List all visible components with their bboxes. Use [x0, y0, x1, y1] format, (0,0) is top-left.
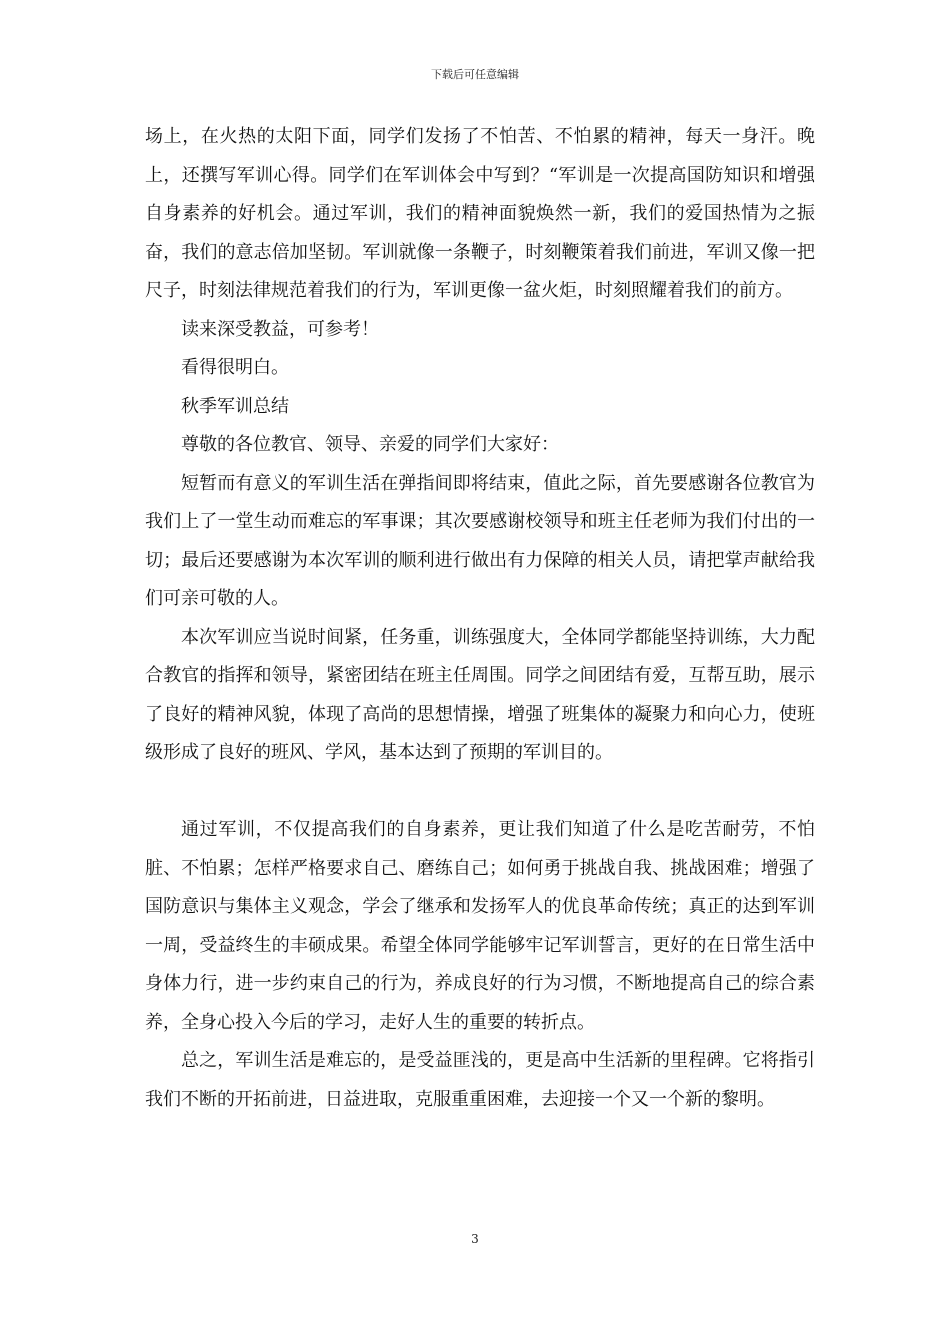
- section-title: 秋季军训总结: [181, 395, 289, 417]
- paragraph-comment-2: 看得很明白。: [181, 357, 289, 378]
- page-header: 下载后可任意编辑: [431, 68, 519, 81]
- document-body: [145, 118, 815, 1119]
- salutation: 尊敬的各位教官、领导、亲爱的同学们大家好：: [181, 434, 559, 455]
- paragraph-continuation: 场上，在火热的太阳下面，同学们发扬了不怕苦、不怕累的精神，每天一身汗。晚上，还撰写军训心得。同学们在军训体会中写到？“军训是一次提高国防知识和增强自身素养的好机会。通过军训，我们的精神面貌焕然一新，我们的爱国热情为之振奋，我们的意志倍加坚韧。军训就像一条鞭子，时刻鞭策着我们前进，军训又像一把尺子，时刻法律规范着我们的行为，军训更像一盆火炬，时刻照耀着我们的前方。: [145, 126, 815, 301]
- paragraph-benefits: 通过军训，不仅提高我们的自身素养，更让我们知道了什么是吃苦耐劳，不怕脏、不怕累；怎样严格要求自己、磨练自己；如何勇于挑战自我、挑战困难；增强了国防意识与集体主义观念，学会了继承和发扬军人的优良革命传统；真正的达到军训一周，受益终生的丰硕成果。希望全体同学能够牢记军训誓言，更好的在日常生活中身体力行，进一步约束自己的行为，养成良好的行为习惯，不断地提高自己的综合素养，全身心投入今后的学习，走好人生的重要的转折点。: [145, 819, 815, 1033]
- blank-line: [145, 773, 815, 812]
- page-number: 3: [471, 1232, 479, 1246]
- paragraph-thanks: 短暂而有意义的军训生活在弹指间即将结束，值此之际，首先要感谢各位教官为我们上了一堂生动而难忘的军事课；其次要感谢校领导和班主任老师为我们付出的一切；最后还要感谢为本次军训的顺利进行做出有力保障的相关人员，请把掌声献给我们可亲可敬的人。: [145, 472, 815, 609]
- paragraph-comment-1: 读来深受教益，可参考！: [181, 318, 379, 340]
- paragraph-training: 本次军训应当说时间紧，任务重，训练强度大，全体同学都能坚持训练，大力配合教官的指挥和领导，紧密团结在班主任周围。同学之间团结有爱，互帮互助，展示了良好的精神风貌，体现了高尚的思想情操，增强了班集体的凝聚力和向心力，使班级形成了良好的班风、学风，基本达到了预期的军训目的。: [145, 626, 815, 763]
- paragraph-conclusion: 总之，军训生活是难忘的，是受益匪浅的，更是高中生活新的里程碑。它将指引我们不断的开拓前进，日益进取，克服重重困难，去迎接一个又一个新的黎明。: [145, 1050, 815, 1110]
